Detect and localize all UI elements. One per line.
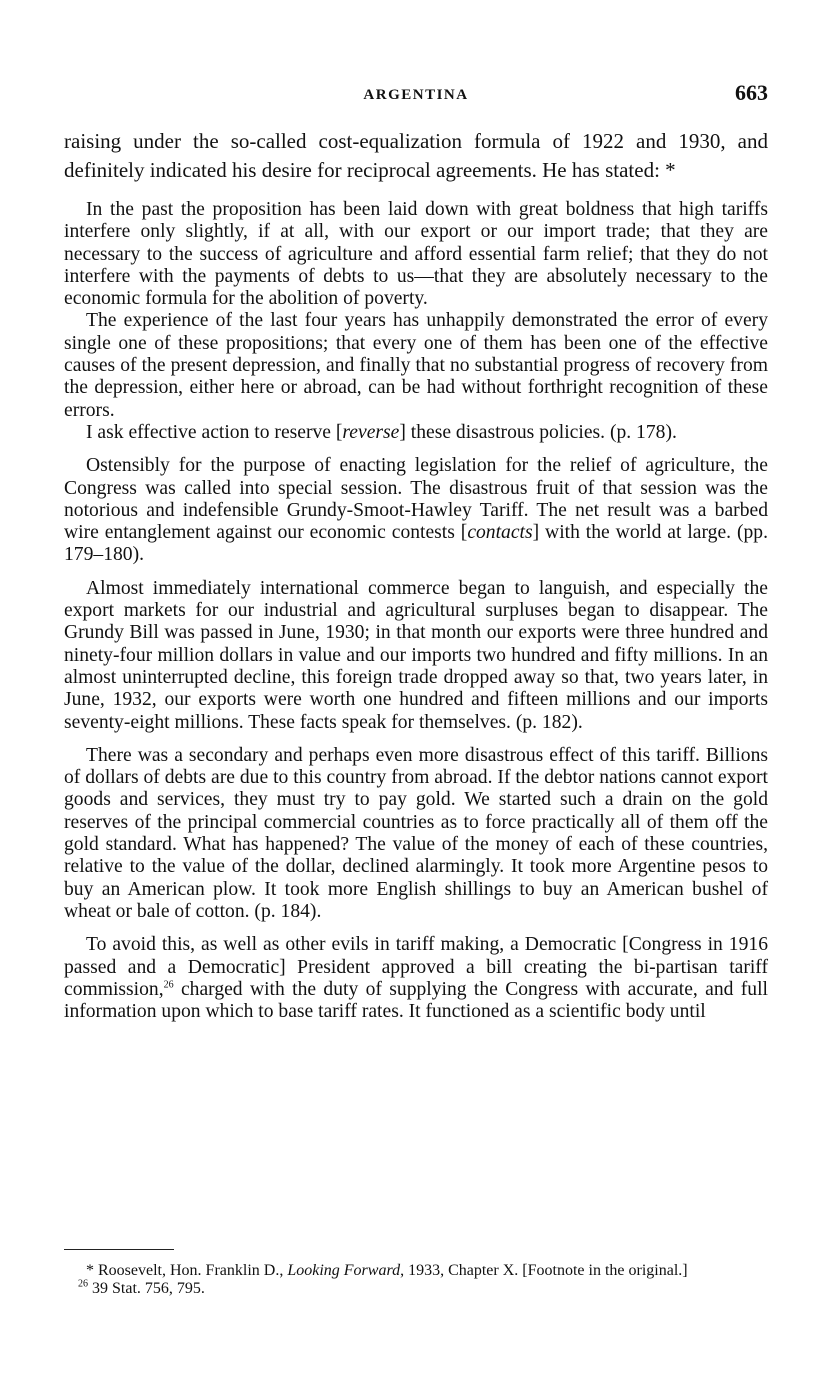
running-title: ARGENTINA [363,87,469,103]
quote-text: ] these disastrous policies. (p. 178). [399,421,677,443]
intro-paragraph: raising under the so-called cost-equalization formula of 1922 and 1930, and definitely indicated his desire for reciprocal agreements. He has stated: * [64,129,768,182]
quote-paragraph: In the past the proposition has been laid down with great boldness that high tariffs interfere only slightly, if at all, with our export or our import trade; that they are necessary to the success of agriculture and afford essential farm relief; that they do not interfere with the payments of debts to us—that they are absolutely necessary to the economic formula for the abolition of poverty. [64,199,768,310]
quote-paragraph [64,422,768,444]
quote-text: Ostensibly for the purpose of enacting legislation for the relief of agriculture, the Congress was called into special session. The disastrous fruit of that session was the notorious and indefensible Grundy-Smoot-Hawley Tariff. The net result was a barbed wire entanglement against our economic contests [ [64,455,768,544]
quote-paragraph: Almost immediately international commerce began to languish, and especially the export markets for our industrial and agricultural surpluses began to disappear. The Grundy Bill was passed in June, 1930; in that month our exports were three hundred and ninety-four million dollars in value and our imports two hundred and fifty millions. In an almost uninterrupted decline, this foreign trade dropped away so that, two years later, in June, 1932, our exports were worth one hundred and fifteen millions and our imports seventy-eight millions. These facts speak for themselves. (p. 182). [64,577,768,733]
footnote-text: , 1933, Chapter X. [Footnote in the original.] [400,1262,688,1279]
quote-paragraph [64,934,768,1023]
body-text [64,127,768,1023]
footnote-text: 39 Stat. 756, 795. [88,1280,205,1297]
quote-text: charged with the duty of supplying the Congress with accurate, and full information upon which to base tariff rates. It functioned as a scientific body until [64,978,768,1023]
footnote [64,1280,768,1298]
quote-paragraph [64,455,768,566]
footnote-reference: 26 [163,979,174,991]
footnote-marker: * [86,1262,94,1279]
footnotes [64,1262,768,1298]
footnote-text: Roosevelt, Hon. Franklin D., [94,1262,288,1279]
footnote [64,1262,768,1280]
footnote-divider [64,1249,174,1250]
quote-paragraph: There was a secondary and perhaps even more disastrous effect of this tariff. Billions of dollars of debts are due to this country from abroad. If the debtor nations cannot export goods and services, they must try to pay gold. We started such a drain on the gold reserves of the principal commercial countries as to force practically all of them off the gold standard. What has happened? The value of the money of each of these countries, relative to the value of the dollar, declined alarmingly. It took more Argentine pesos to buy an American plow. It took more English shillings to buy an American bushel of wheat or bale of cotton. (p. 184). [64,744,768,922]
quote-text: To avoid this, as well as other evils in tariff making, a Democratic [Congress in 1916 passed and a Democratic] President approved a bill creating the bi-partisan tariff commission, [64,934,768,1000]
quote-paragraph: The experience of the last four years has unhappily demonstrated the error of every single one of these propositions; that every one of them has been one of the effective causes of the present depression, and finally that no substantial progress of recovery from the depression, either here or abroad, can be had without forthright recognition of these errors. [64,310,768,421]
footnote-marker: 26 [78,1278,88,1290]
page-number: 663 [735,80,768,105]
quote-text: I ask effective action to reserve [ [86,421,343,443]
footnote-italic-text: Looking Forward [287,1262,401,1279]
quotation-block-1 [64,199,768,1023]
running-header [64,80,768,110]
quote-italic-text: contacts [467,522,533,544]
quote-italic-text: reverse [342,421,400,443]
quote-text: ] with the world at large. (pp. 179–180). [64,522,768,566]
